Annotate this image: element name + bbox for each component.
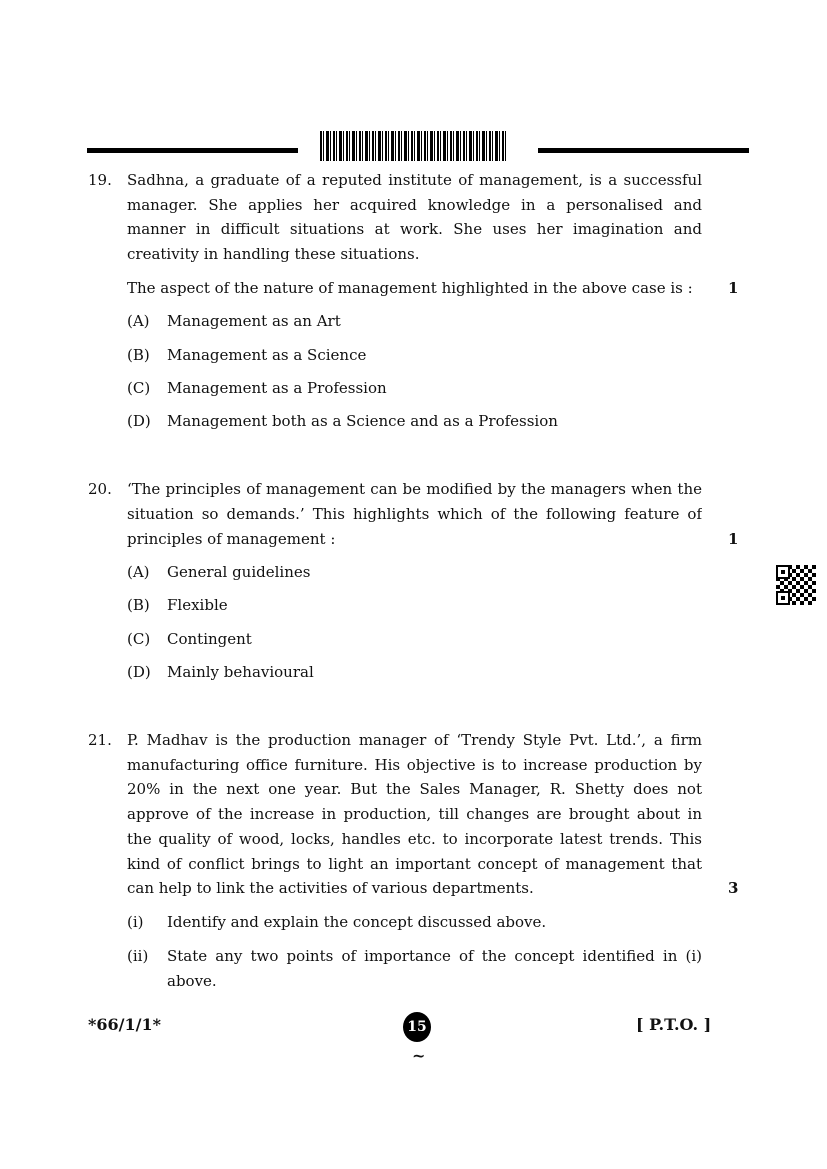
option-label: (C) — [127, 379, 151, 397]
option-text: Flexible — [167, 596, 228, 614]
subpart-text: above. — [167, 972, 217, 990]
option-text: General guidelines — [167, 563, 311, 581]
option-text: Management both as a Science and as a Profession — [167, 412, 558, 430]
question-text-line: 20% in the next one year. But the Sales Manager, R. Shetty does not — [127, 780, 702, 798]
question-prompt: The aspect of the nature of management highlighted in the above case is : — [127, 279, 693, 297]
question-text-line: manner in difficult situations at work. She uses her imagination and — [127, 220, 702, 238]
option-label: (A) — [127, 563, 150, 581]
question-text-line: kind of conflict brings to light an important concept of management that — [127, 855, 702, 873]
question-text-line: manager. She applies her acquired knowledge in a personalised and — [127, 196, 702, 214]
option-label: (D) — [127, 663, 151, 681]
marks: 1 — [728, 530, 739, 548]
question-text-line: the quality of wood, locks, handles etc. to incorporate latest trends. This — [127, 830, 702, 848]
header-rule-left — [87, 148, 298, 153]
option-text: Management as a Profession — [167, 379, 387, 397]
subpart-label: (i) — [127, 913, 144, 931]
marks: 1 — [728, 279, 739, 297]
marks: 3 — [728, 879, 739, 897]
question-text-line: ‘The principles of management can be modified by the managers when the — [127, 480, 702, 498]
option-label: (B) — [127, 346, 150, 364]
question-number: 19. — [88, 171, 112, 189]
option-label: (A) — [127, 312, 150, 330]
question-number: 21. — [88, 731, 112, 749]
qr-code — [776, 565, 816, 605]
question-text-line: approve of the increase in production, till changes are brought about in — [127, 805, 702, 823]
tilde-mark: ~ — [412, 1046, 426, 1065]
question-text-line: P. Madhav is the production manager of ‘Trendy Style Pvt. Ltd.’, a firm — [127, 731, 702, 749]
subpart-text: Identify and explain the concept discussed above. — [167, 913, 547, 931]
subpart-label: (ii) — [127, 947, 149, 965]
question-text-line: manufacturing office furniture. His objective is to increase production by — [127, 756, 702, 774]
barcode — [320, 131, 506, 161]
option-label: (B) — [127, 596, 150, 614]
question-text-line: creativity in handling these situations. — [127, 245, 420, 263]
option-label: (D) — [127, 412, 151, 430]
question-text-line: principles of management : — [127, 530, 336, 548]
option-text: Management as a Science — [167, 346, 367, 364]
paper-code: *66/1/1* — [88, 1015, 161, 1034]
subpart-text: State any two points of importance of the concept identified in (i) — [167, 947, 702, 965]
option-text: Contingent — [167, 630, 252, 648]
question-text-line: situation so demands.’ This highlights which of the following feature of — [127, 505, 702, 523]
option-text: Mainly behavioural — [167, 663, 314, 681]
header-rule-right — [538, 148, 749, 153]
question-text-line: Sadhna, a graduate of a reputed institute of management, is a successful — [127, 171, 702, 189]
question-text-line: can help to link the activities of various departments. — [127, 879, 534, 897]
pto-label: [ P.T.O. ] — [636, 1015, 712, 1034]
option-text: Management as an Art — [167, 312, 341, 330]
option-label: (C) — [127, 630, 151, 648]
page-number: 15 — [403, 1012, 431, 1042]
question-number: 20. — [88, 480, 112, 498]
